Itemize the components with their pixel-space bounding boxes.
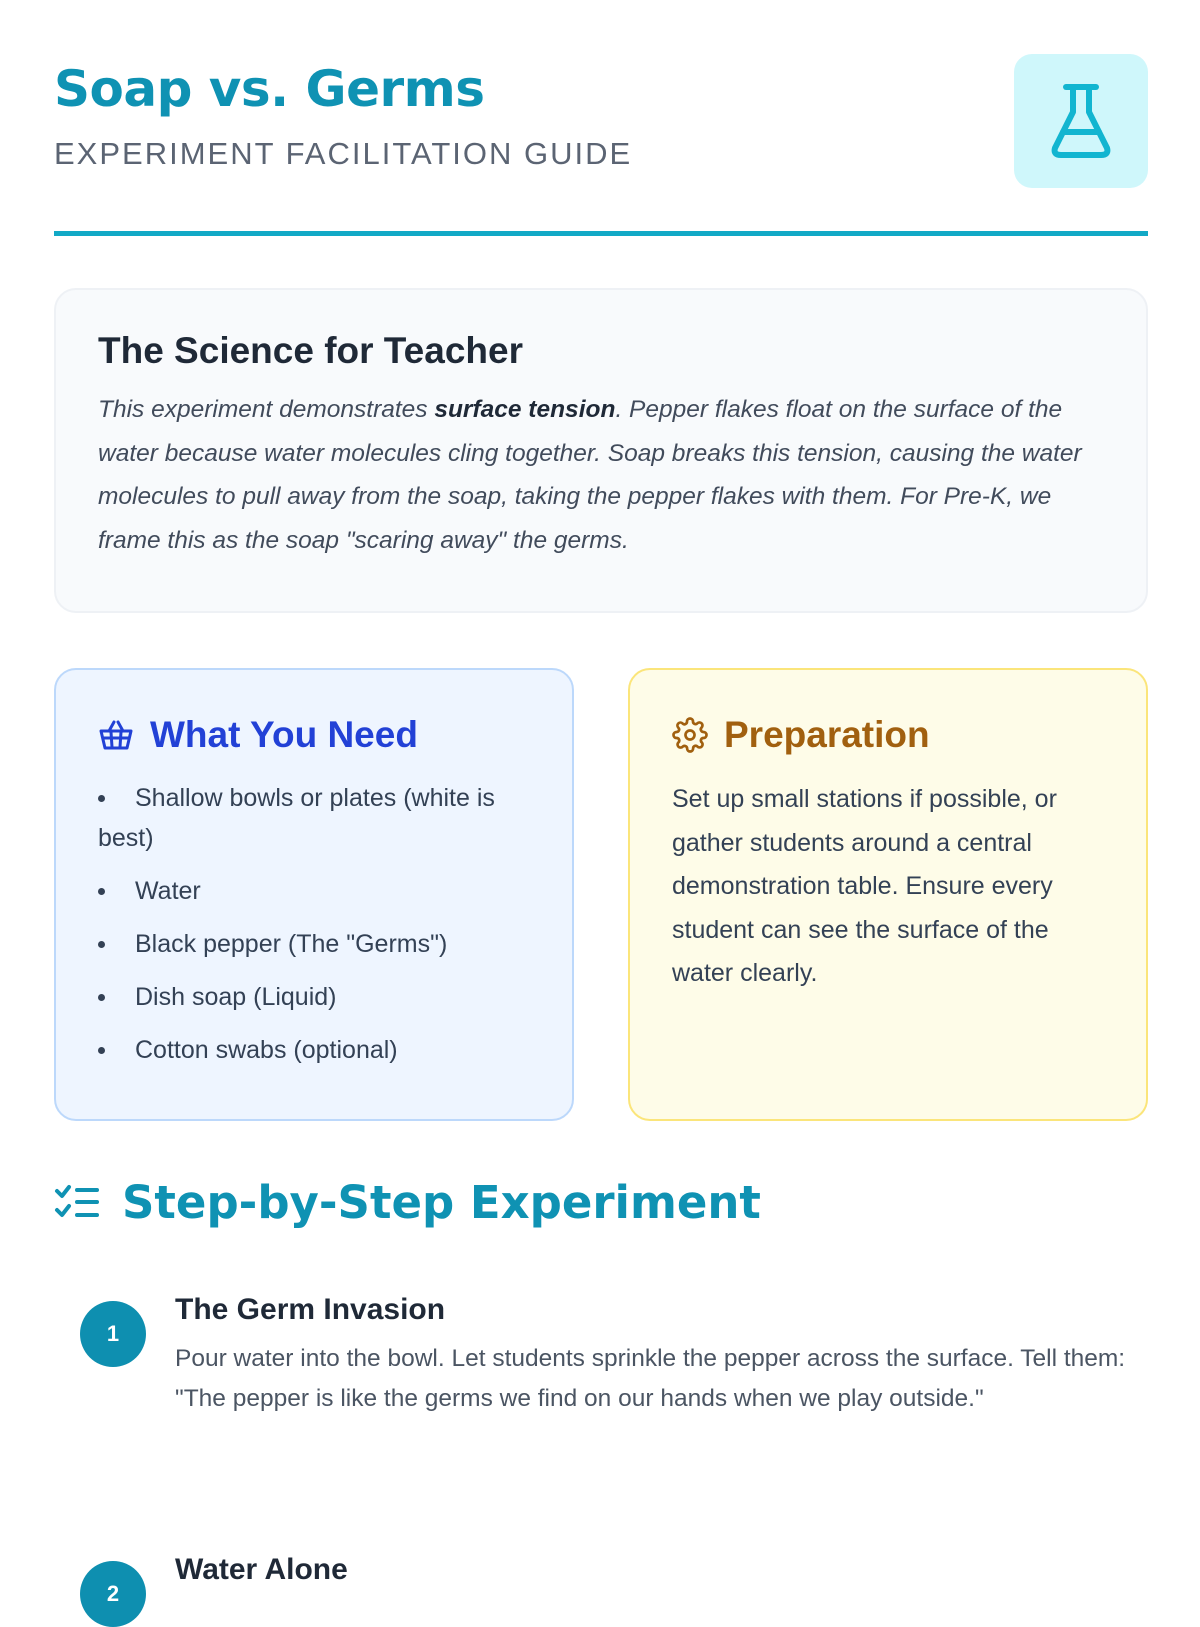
list-item: Water [98, 871, 532, 911]
preparation-card [628, 668, 1148, 1121]
preparation-heading [672, 714, 1106, 756]
science-text-start: This experiment demonstrates [98, 396, 435, 423]
page-header [54, 54, 1148, 236]
checklist-icon [54, 1183, 100, 1223]
science-emphasis: surface tension [434, 396, 616, 423]
science-text [98, 388, 1104, 562]
list-item: Black pepper (The "Germs") [98, 924, 532, 964]
flask-icon [1049, 82, 1113, 160]
step-title: Water Alone [175, 1553, 348, 1586]
list-item: Shallow bowls or plates (white is best) [98, 778, 532, 858]
science-panel [54, 288, 1148, 613]
steps-heading-label: Step-by-Step Experiment [122, 1176, 761, 1229]
materials-heading-label: What You Need [150, 714, 418, 755]
preparation-text: Set up small stations if possible, or gather students around a central demonstration table. Ensure every student can see the surface of the water clearly. [672, 785, 1057, 987]
materials-heading [98, 714, 532, 756]
step-number-badge: 1 [80, 1301, 146, 1367]
step-number-badge: 2 [80, 1561, 146, 1627]
materials-list [98, 778, 532, 1070]
page-title: Soap vs. Germs [54, 60, 485, 118]
step-description: Pour water into the bowl. Let students sprinkle the pepper across the surface. Tell them: "The pepper is like the germs we find on our hands when we play outside." [175, 1345, 1126, 1412]
list-item: Dish soap (Liquid) [98, 977, 532, 1017]
gear-icon [672, 717, 708, 753]
science-text-rest: . Pepper flakes float on the surface of the water because water molecules cling together. Soap breaks this tension, causing the water molecules to pull away from the soap, taking the pepper flakes with them. For Pre-K, we frame this as the soap "scaring away" the germs. [98, 396, 1082, 554]
step-title: The Germ Invasion [175, 1293, 446, 1326]
steps-heading [54, 1176, 761, 1229]
materials-card [54, 668, 574, 1121]
list-item: Cotton swabs (optional) [98, 1030, 532, 1070]
preparation-heading-label: Preparation [724, 714, 930, 755]
flask-logo [1014, 54, 1148, 188]
science-heading: The Science for Teacher [98, 330, 523, 371]
page-subtitle: EXPERIMENT FACILITATION GUIDE [54, 136, 633, 171]
basket-icon [98, 719, 134, 751]
